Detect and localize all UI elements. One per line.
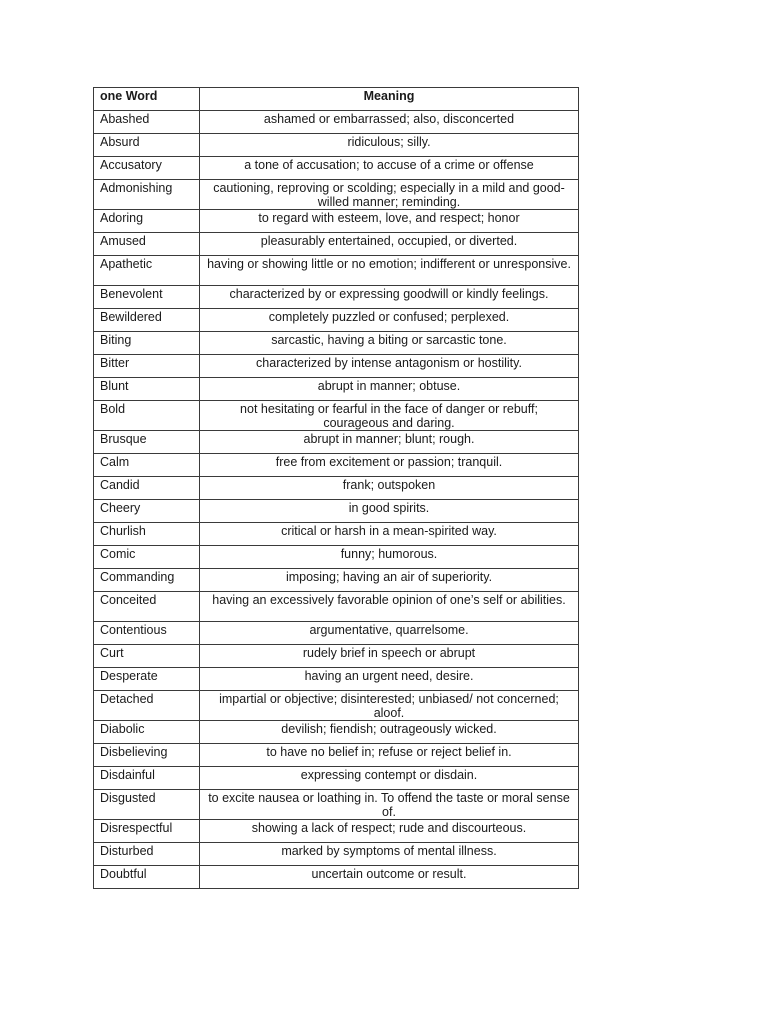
meaning-cell: having an urgent need, desire. xyxy=(200,668,579,691)
meaning-cell: not hesitating or fearful in the face of danger or rebuff; courageous and daring. xyxy=(200,401,579,431)
meaning-cell: to regard with esteem, love, and respect; honor xyxy=(200,210,579,233)
table-row xyxy=(94,645,579,668)
table-row xyxy=(94,546,579,569)
meaning-cell: imposing; having an air of superiority. xyxy=(200,569,579,592)
meaning-cell: to excite nausea or loathing in. To offend the taste or moral sense of. xyxy=(200,790,579,820)
meaning-cell: having an excessively favorable opinion of one’s self or abilities. xyxy=(200,592,579,622)
word-cell: Disdainful xyxy=(94,767,200,790)
meaning-cell: uncertain outcome or result. xyxy=(200,866,579,889)
table-row xyxy=(94,431,579,454)
word-cell: Commanding xyxy=(94,569,200,592)
table-row xyxy=(94,134,579,157)
word-cell: Desperate xyxy=(94,668,200,691)
meaning-cell: completely puzzled or confused; perplexed. xyxy=(200,309,579,332)
word-cell: Curt xyxy=(94,645,200,668)
word-cell: Conceited xyxy=(94,592,200,622)
word-cell: Benevolent xyxy=(94,286,200,309)
meaning-cell: marked by symptoms of mental illness. xyxy=(200,843,579,866)
meaning-cell: frank; outspoken xyxy=(200,477,579,500)
meaning-cell: pleasurably entertained, occupied, or diverted. xyxy=(200,233,579,256)
meaning-cell: argumentative, quarrelsome. xyxy=(200,622,579,645)
meaning-cell: cautioning, reproving or scolding; especially in a mild and good-willed manner; reminding. xyxy=(200,180,579,210)
word-cell: Detached xyxy=(94,691,200,721)
table-row xyxy=(94,355,579,378)
meaning-cell: critical or harsh in a mean-spirited way. xyxy=(200,523,579,546)
table-body xyxy=(94,111,579,889)
meaning-cell: funny; humorous. xyxy=(200,546,579,569)
table-row xyxy=(94,691,579,721)
meaning-cell: sarcastic, having a biting or sarcastic tone. xyxy=(200,332,579,355)
word-cell: Disturbed xyxy=(94,843,200,866)
word-cell: Doubtful xyxy=(94,866,200,889)
meaning-cell: to have no belief in; refuse or reject belief in. xyxy=(200,744,579,767)
meaning-cell: abrupt in manner; blunt; rough. xyxy=(200,431,579,454)
meaning-cell: impartial or objective; disinterested; unbiased/ not concerned; aloof. xyxy=(200,691,579,721)
table-row xyxy=(94,744,579,767)
column-header-word: one Word xyxy=(94,88,200,111)
table-row xyxy=(94,668,579,691)
meaning-cell: a tone of accusation; to accuse of a crime or offense xyxy=(200,157,579,180)
meaning-cell: ridiculous; silly. xyxy=(200,134,579,157)
table-row xyxy=(94,210,579,233)
word-cell: Disbelieving xyxy=(94,744,200,767)
meaning-cell: characterized by or expressing goodwill or kindly feelings. xyxy=(200,286,579,309)
word-cell: Absurd xyxy=(94,134,200,157)
table-row xyxy=(94,866,579,889)
word-cell: Disrespectful xyxy=(94,820,200,843)
table-row xyxy=(94,111,579,134)
word-cell: Apathetic xyxy=(94,256,200,286)
table-row xyxy=(94,721,579,744)
table-row xyxy=(94,233,579,256)
table-row xyxy=(94,256,579,286)
vocabulary-table xyxy=(93,87,579,889)
word-cell: Adoring xyxy=(94,210,200,233)
word-cell: Brusque xyxy=(94,431,200,454)
table-row xyxy=(94,332,579,355)
table-row xyxy=(94,180,579,210)
word-cell: Churlish xyxy=(94,523,200,546)
meaning-cell: characterized by intense antagonism or hostility. xyxy=(200,355,579,378)
word-cell: Amused xyxy=(94,233,200,256)
table-row xyxy=(94,767,579,790)
meaning-cell: having or showing little or no emotion; indifferent or unresponsive. xyxy=(200,256,579,286)
word-cell: Bewildered xyxy=(94,309,200,332)
word-cell: Biting xyxy=(94,332,200,355)
table-row xyxy=(94,454,579,477)
word-cell: Bold xyxy=(94,401,200,431)
meaning-cell: abrupt in manner; obtuse. xyxy=(200,378,579,401)
word-cell: Disgusted xyxy=(94,790,200,820)
table-row xyxy=(94,569,579,592)
meaning-cell: ashamed or embarrassed; also, disconcerted xyxy=(200,111,579,134)
meaning-cell: rudely brief in speech or abrupt xyxy=(200,645,579,668)
table-row xyxy=(94,820,579,843)
table-row xyxy=(94,592,579,622)
table-row xyxy=(94,378,579,401)
table-row xyxy=(94,500,579,523)
word-cell: Comic xyxy=(94,546,200,569)
table-row xyxy=(94,843,579,866)
table-row xyxy=(94,309,579,332)
word-cell: Diabolic xyxy=(94,721,200,744)
table-row xyxy=(94,286,579,309)
table-row xyxy=(94,622,579,645)
meaning-cell: showing a lack of respect; rude and discourteous. xyxy=(200,820,579,843)
meaning-cell: expressing contempt or disdain. xyxy=(200,767,579,790)
word-cell: Accusatory xyxy=(94,157,200,180)
word-cell: Contentious xyxy=(94,622,200,645)
table-row xyxy=(94,523,579,546)
table-row xyxy=(94,401,579,431)
word-cell: Blunt xyxy=(94,378,200,401)
word-cell: Bitter xyxy=(94,355,200,378)
meaning-cell: devilish; fiendish; outrageously wicked. xyxy=(200,721,579,744)
meaning-cell: in good spirits. xyxy=(200,500,579,523)
word-cell: Cheery xyxy=(94,500,200,523)
word-cell: Abashed xyxy=(94,111,200,134)
table-row xyxy=(94,157,579,180)
column-header-meaning: Meaning xyxy=(200,88,579,111)
word-cell: Candid xyxy=(94,477,200,500)
table-header-row xyxy=(94,88,579,111)
table-row xyxy=(94,790,579,820)
meaning-cell: free from excitement or passion; tranquil. xyxy=(200,454,579,477)
word-cell: Admonishing xyxy=(94,180,200,210)
table-row xyxy=(94,477,579,500)
word-cell: Calm xyxy=(94,454,200,477)
